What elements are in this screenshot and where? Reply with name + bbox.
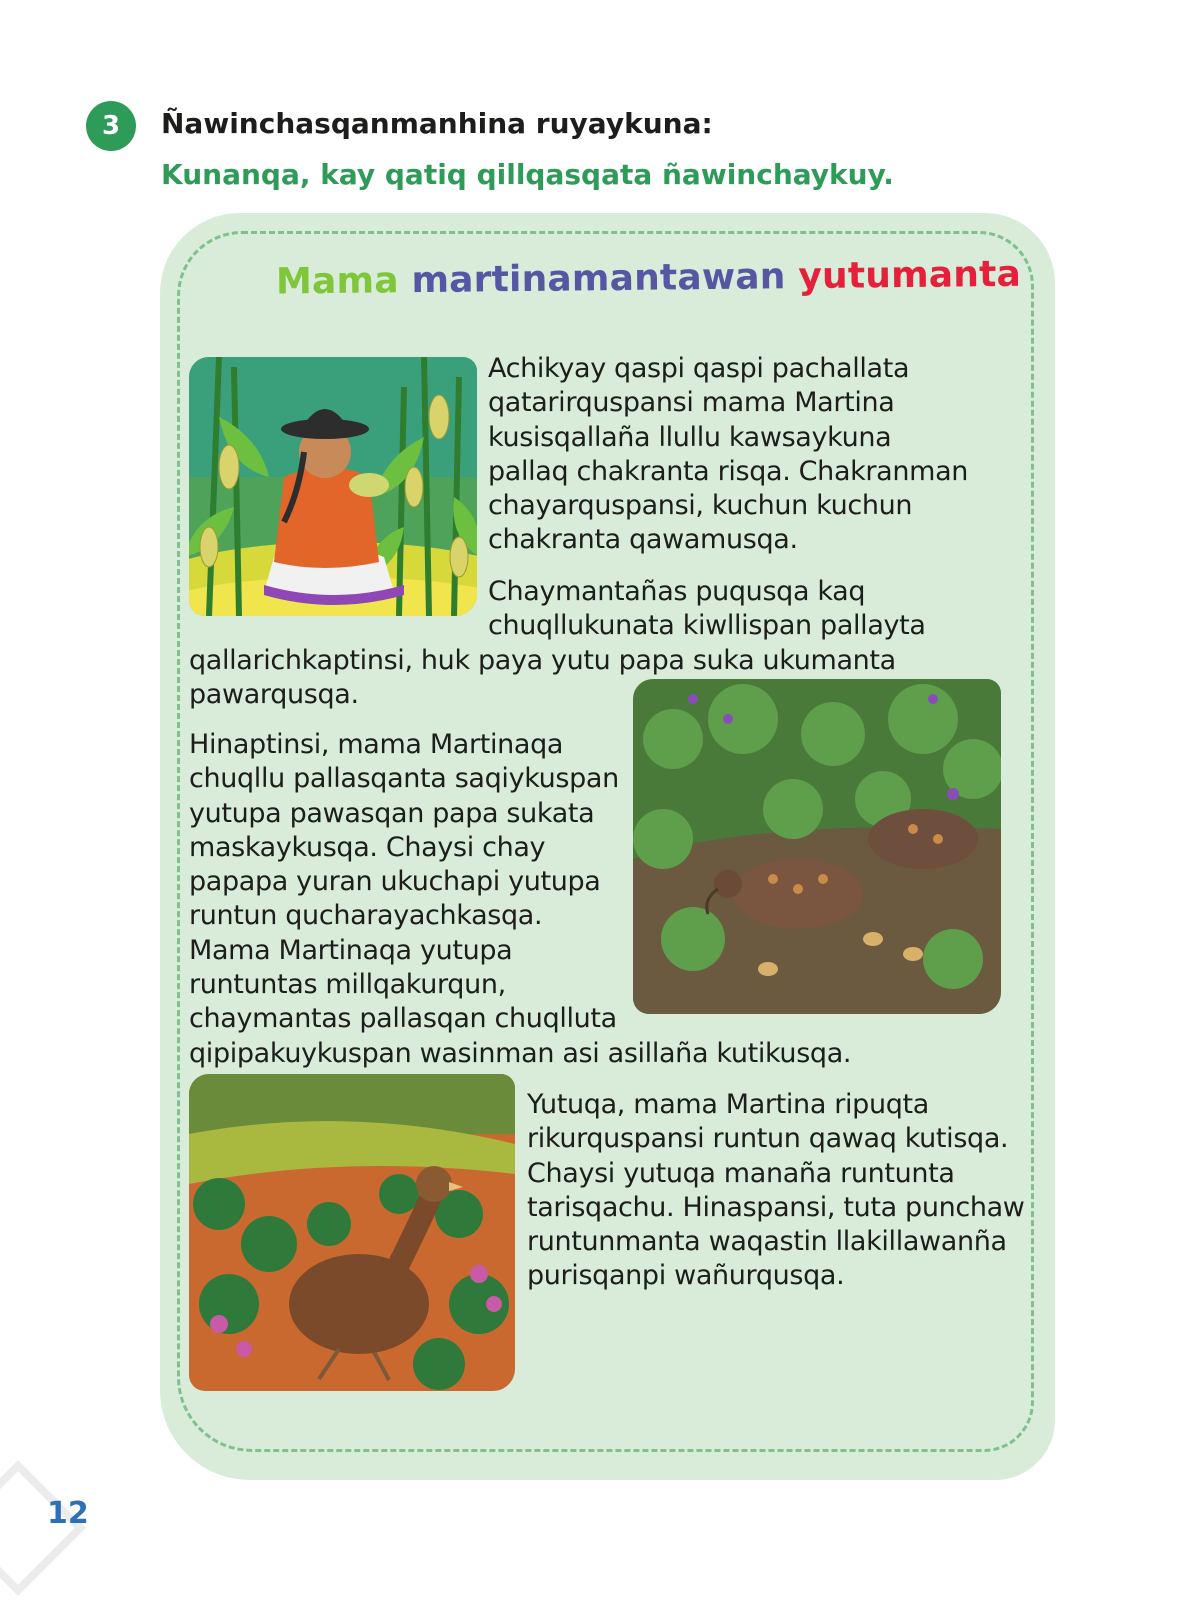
text-line: chuqllu pallasqanta saqiykuspan: [189, 763, 619, 795]
text-line: chayarquspansi, kuchun kuchun: [488, 490, 913, 522]
text-line: Achikyay qaspi qaspi pachallata: [488, 353, 910, 384]
story-title-word-1: Mama: [275, 260, 399, 303]
story-title-word-2: martinamantawan: [411, 256, 786, 302]
text-line: chuqllukunata kiwllispan pallayta: [488, 610, 926, 642]
page-number: 12: [47, 1496, 89, 1531]
text-line: qatarirquspansi mama Martina: [488, 387, 895, 419]
illustration-bird-walking: [189, 1074, 515, 1391]
text-line: runtunmanta waqastin llakillawanña: [527, 1226, 1007, 1258]
text-line: Hinaptinsi, mama Martinaqa: [189, 729, 564, 760]
text-line: maskaykusqa. Chaysi chay: [189, 831, 546, 863]
text-line: tarisqachu. Hinaspansi, tuta punchaw: [527, 1191, 1025, 1223]
text-line: chakranta qawamusqa.: [488, 524, 798, 556]
text-line: papapa yuran ukuchapi yutupa: [189, 866, 601, 898]
text-line: runtun qucharayachkasqa.: [189, 900, 543, 932]
text-line: qipipakuykuspan wasinman asi asillaña kutikusqa.: [189, 1037, 852, 1069]
text-line: pallaq chakranta risqa. Chakranman: [488, 455, 969, 487]
text-line: kusisqallaña llullu kawsaykuna: [488, 421, 892, 453]
text-line: Chaymantañas puqusqa kaq: [488, 576, 866, 607]
text-line: purisqanpi wañurqusqa.: [527, 1260, 845, 1292]
text-line: yutupa pawasqan papa sukata: [189, 797, 595, 829]
activity-title: Ñawinchasqanmanhina ruyaykuna:: [161, 107, 713, 140]
story-paragraph-2: [189, 575, 926, 712]
text-line: pawarqusqa.: [189, 678, 359, 710]
text-line: chaymantas pallasqan chuqlluta: [189, 1003, 617, 1035]
text-line: Chaysi yutuqa manaña runtunta: [527, 1157, 955, 1189]
text-line: qallarichkaptinsi, huk paya yutu papa suka ukumanta: [189, 644, 896, 676]
story-paragraph-4: [527, 1088, 1025, 1294]
activity-number-badge: 3: [86, 101, 136, 151]
story-paragraph-3: [189, 728, 851, 1071]
text-line: Yutuqa, mama Martina ripuqta: [527, 1089, 929, 1120]
story-paragraph-1: [488, 352, 968, 558]
text-line: Mama Martinaqa yutupa: [189, 934, 513, 966]
story-title-word-3: yutumanta: [798, 253, 1022, 298]
story-title: [275, 253, 1022, 303]
text-line: runtuntas millqakurqun,: [189, 969, 506, 1001]
text-line: rikurquspansi runtun qawaq kutisqa.: [527, 1123, 1009, 1155]
activity-instruction: Kunanqa, kay qatiq qillqasqata ñawinchaykuy.: [161, 158, 894, 191]
